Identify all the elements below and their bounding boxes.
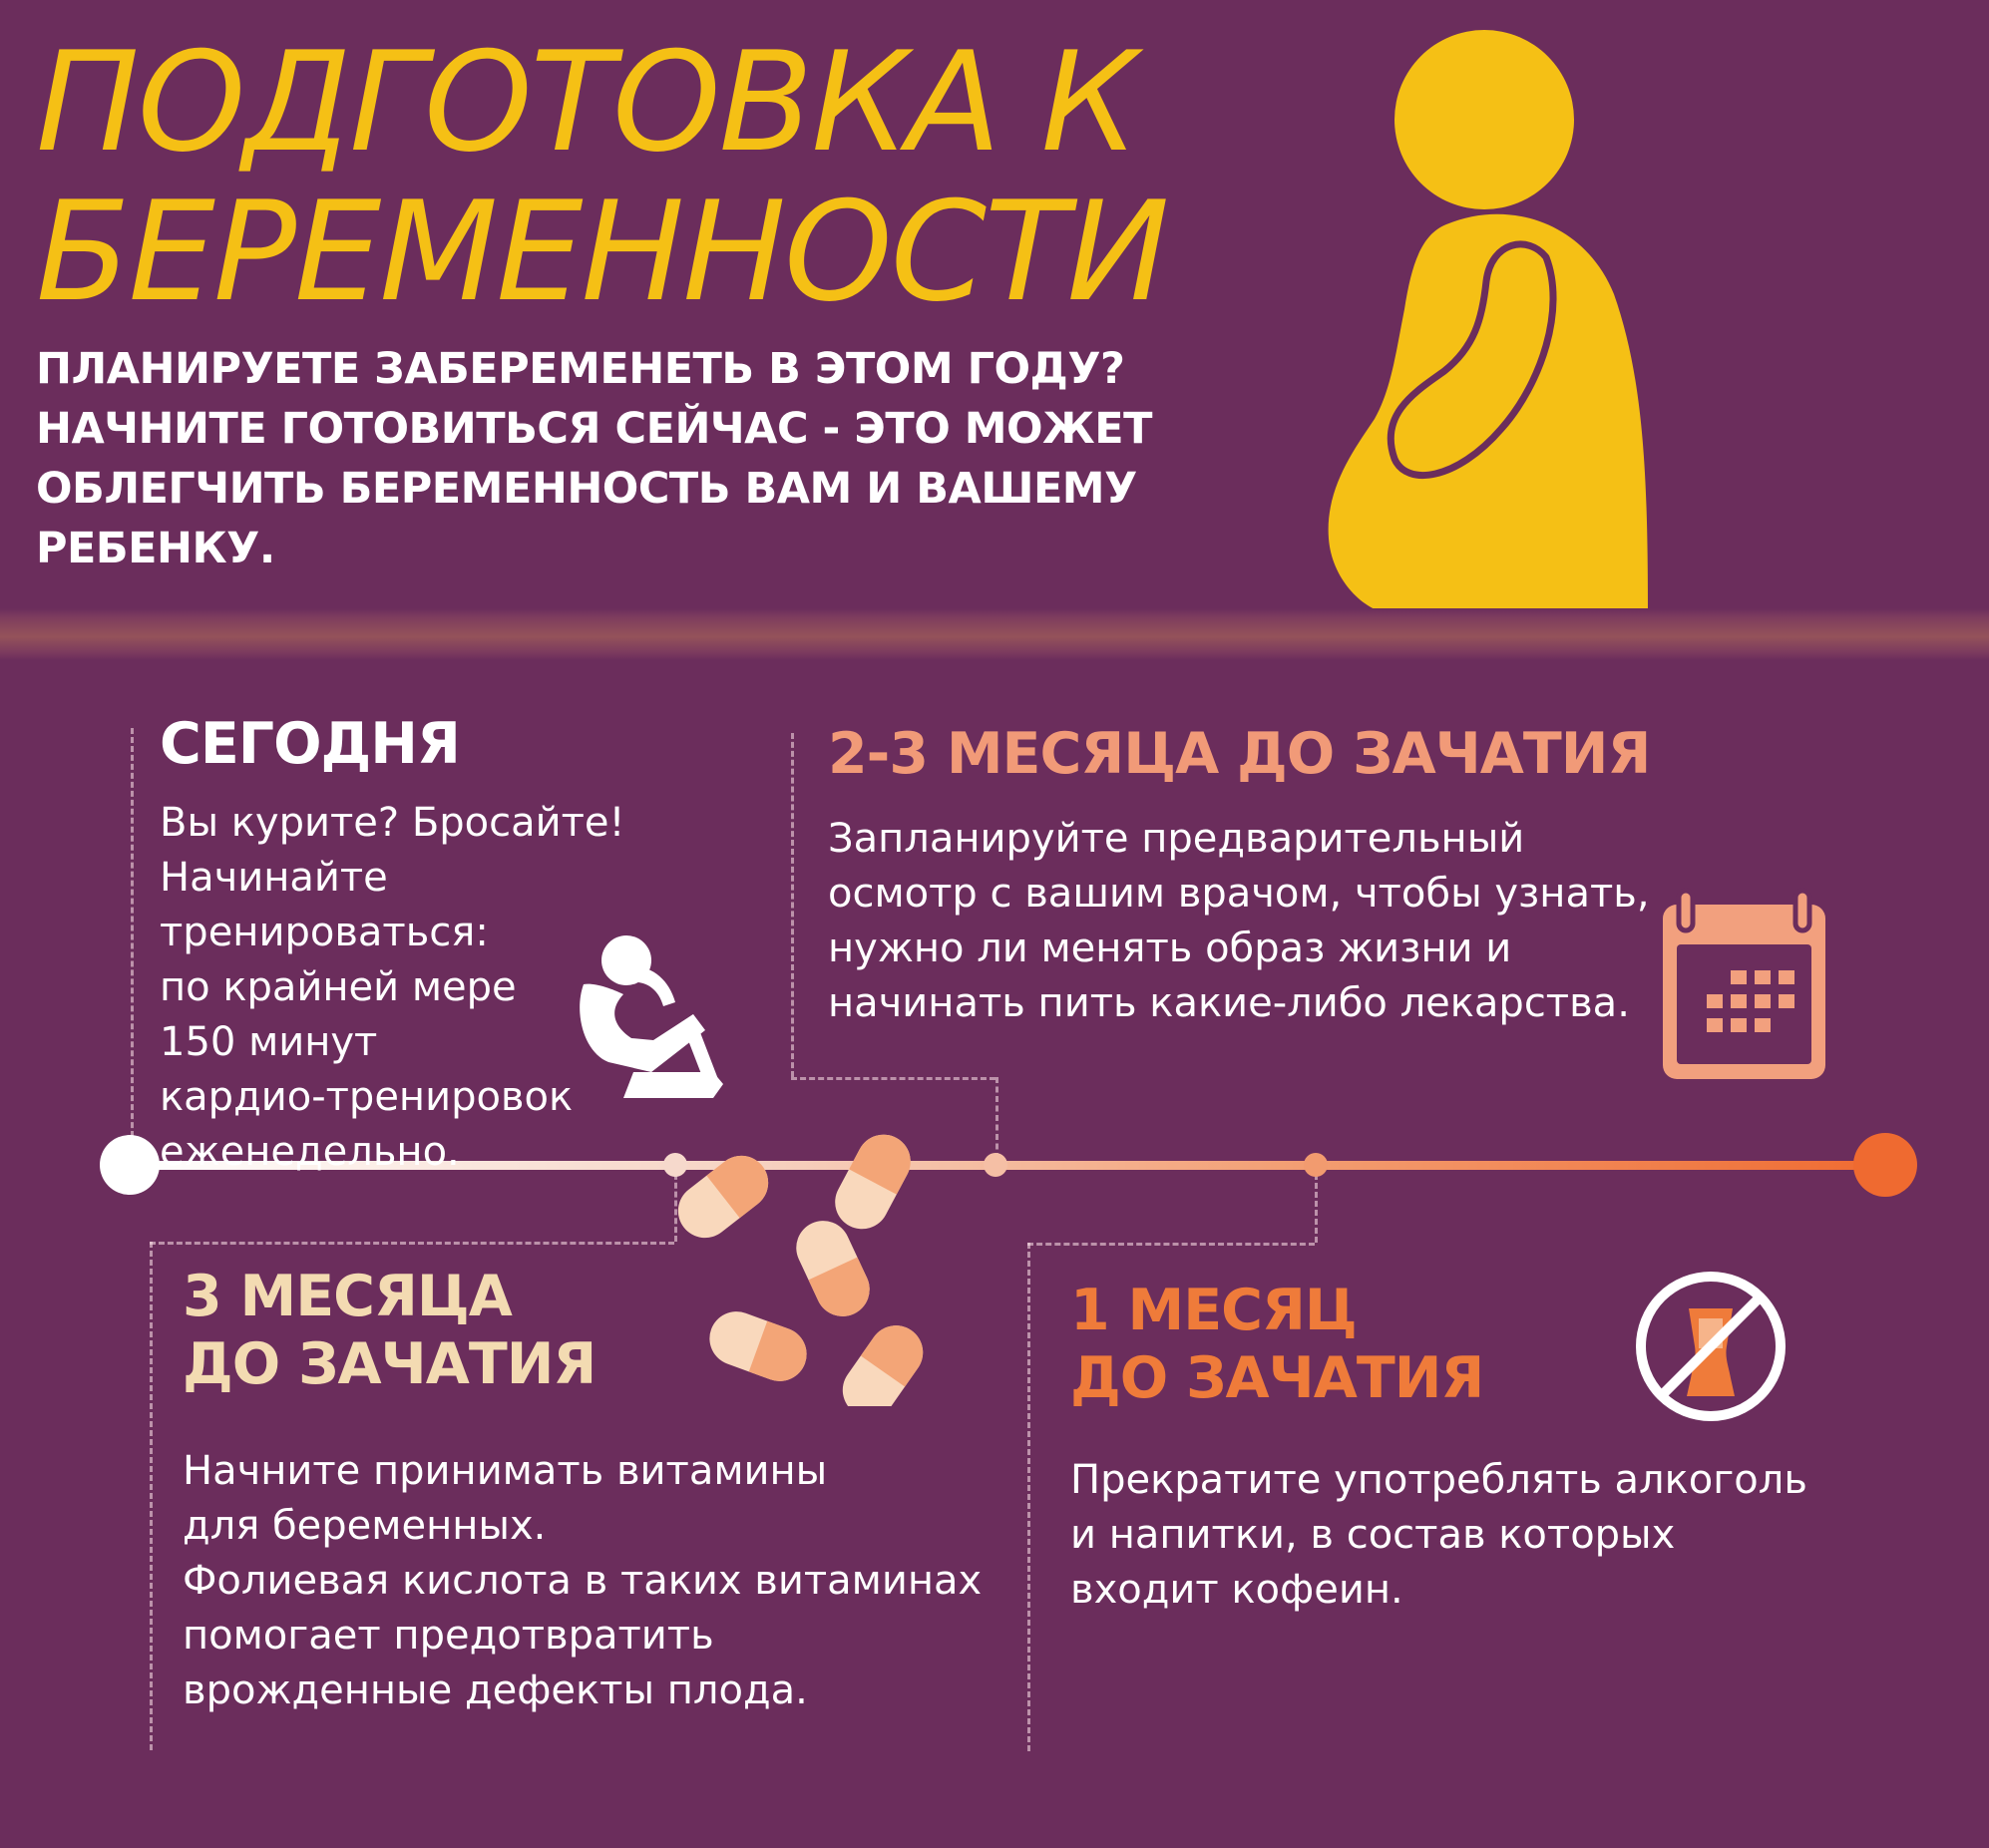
page-title: ПОДГОТОВКА К БЕРЕМЕННОСТИ [36,22,1168,332]
page-subtitle: ПЛАНИРУЕТЕ ЗАБЕРЕМЕНЕТЬ В ЭТОМ ГОДУ? НАЧНИТЕ ГОТОВИТЬСЯ СЕЙЧАС - ЭТО МОЖЕТ ОБЛЕГЧИТЬ БЕРЕМЕННОСТЬ ВАМ И ВАШЕМУ РЕБЕНКУ. [36,344,1152,573]
section-text-2-3-months: Запланируйте предварительный осмотр с вашим врачом, чтобы узнать, нужно ли менять образ жизни и начинать пить какие-либо лекарства. [828,816,1650,1026]
connector-3-months-horizontal [150,1242,674,1245]
no-drinks-icon [1631,1267,1790,1426]
sit-up-exercise-icon [564,923,728,1107]
section-heading-3-months: 3 МЕСЯЦА ДО ЗАЧАТИЯ [183,1264,597,1397]
connector-2-3-months-horizontal [791,1077,995,1080]
section-heading-today: СЕГОДНЯ [160,711,460,777]
section-text-1-month: Прекратите употреблять алкоголь и напитки, в состав которых входит кофеин. [1070,1457,1807,1613]
connector-3-months-vertical [150,1242,153,1750]
timeline-end-dot [1853,1133,1917,1197]
timeline-dot-2-3-months [984,1153,1007,1177]
pregnant-woman-icon [1297,20,1676,618]
section-heading-2-3-months: 2-3 МЕСЯЦА ДО ЗАЧАТИЯ [828,721,1651,787]
section-text-today: Вы курите? Бросайте! Начинайте тренироваться: по крайней мере 150 минут кардио-тренировок еженедельно. [160,800,625,1175]
connector-2-3-months-vertical [791,733,794,1077]
connector-today [131,728,134,1155]
calendar-icon [1661,883,1830,1082]
connector-1-month-vertical [1027,1243,1030,1751]
timeline-dot-1-month [1304,1153,1328,1177]
header-divider [0,608,1989,660]
section-heading-1-month: 1 МЕСЯЦ ДО ЗАЧАТИЯ [1070,1278,1484,1411]
connector-1-month-horizontal [1027,1243,1315,1246]
timeline-start-dot [100,1135,160,1195]
section-text-3-months: Начните принимать витамины для беременных. Фолиевая кислота в таких витаминах помогает предотвратить врожденные дефекты плода. [183,1448,983,1713]
vitamin-capsules-icon [628,1127,948,1406]
